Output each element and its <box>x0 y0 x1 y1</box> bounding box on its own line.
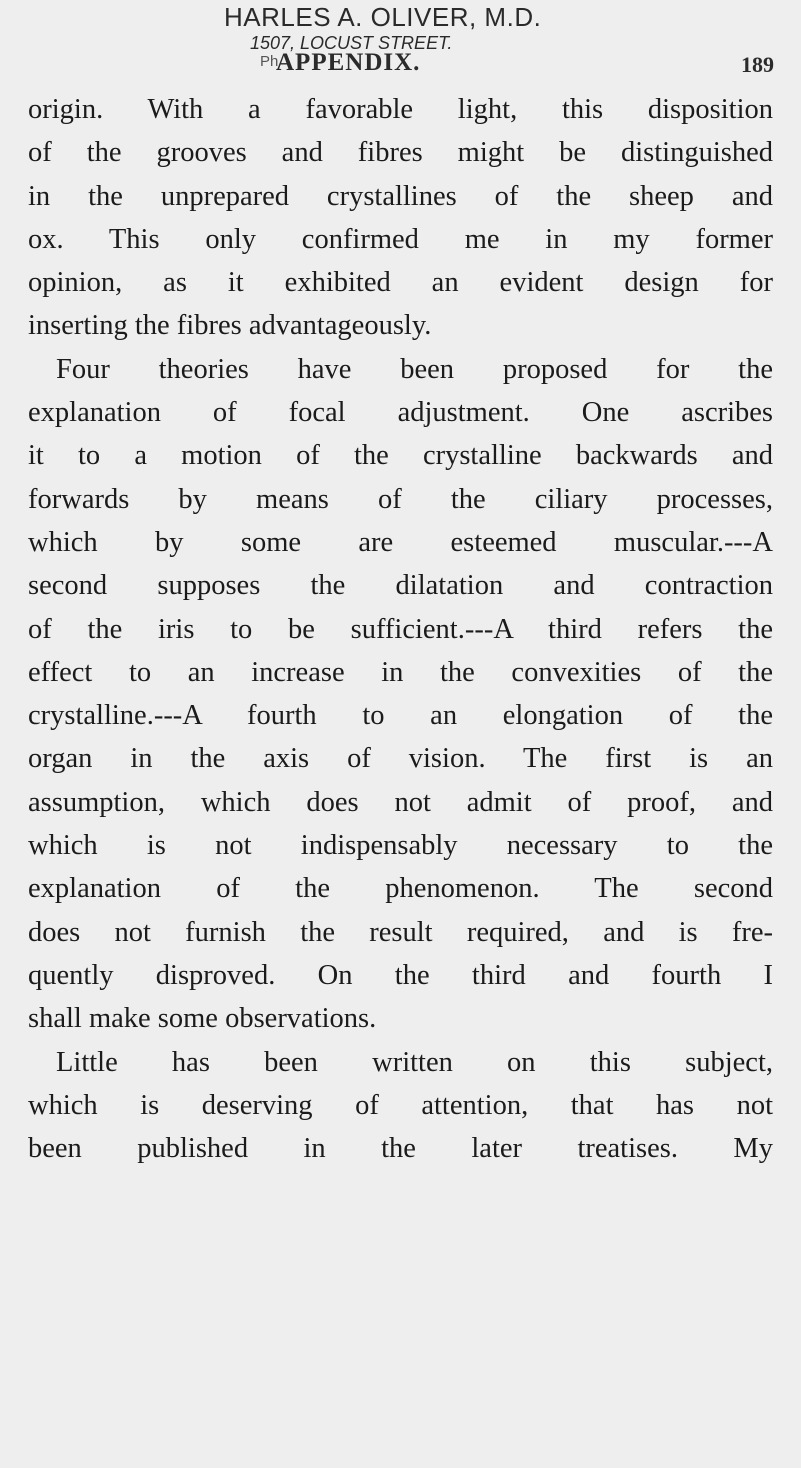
text-line: which is deserving of attention, that has not <box>28 1089 773 1121</box>
page-number: 189 <box>741 52 774 77</box>
text-line: forwards by means of the ciliary processes, <box>28 483 773 515</box>
text-line: assumption, which does not admit of proof, and <box>28 786 773 818</box>
stamp-city: Ph <box>260 53 279 70</box>
body-text <box>28 88 773 1170</box>
text-line: crystalline.---A fourth to an elongation of the <box>28 700 773 732</box>
running-head: APPENDIX. <box>276 49 421 76</box>
text-line: inserting the fibres advantageously. <box>28 310 432 342</box>
text-line: which by some are esteemed muscular.---A <box>28 526 773 558</box>
text-line: in the unprepared crystallines of the sheep and <box>28 180 773 212</box>
text-line: Four theories have been proposed for the <box>56 353 773 385</box>
text-line: explanation of the phenomenon. The second <box>28 873 773 905</box>
text-line: opinion, as it exhibited an evident design for <box>28 267 773 299</box>
text-line: explanation of focal adjustment. One ascribes <box>28 397 773 429</box>
stamp-name: HARLES A. OLIVER, M.D. <box>224 2 542 32</box>
text-line: does not furnish the result required, and is fre- <box>28 916 773 948</box>
text-line: shall make some observations. <box>28 1003 377 1035</box>
text-line: effect to an increase in the convexities of the <box>28 656 773 688</box>
text-line: quently disproved. On the third and fourth I <box>28 959 773 991</box>
text-line: been published in the later treatises. My <box>28 1133 773 1165</box>
text-line: Little has been written on this subject, <box>56 1046 773 1078</box>
text-line: origin. With a favorable light, this disposition <box>28 94 773 125</box>
text-line: organ in the axis of vision. The first is an <box>28 743 773 775</box>
text-line: it to a motion of the crystalline backwards and <box>28 440 773 472</box>
text-line: second supposes the dilatation and contraction <box>28 570 773 602</box>
text-line: of the grooves and fibres might be distinguished <box>28 137 773 169</box>
text-line: of the iris to be sufficient.---A third refers the <box>28 613 773 645</box>
text-line: which is not indispensably necessary to the <box>28 830 773 862</box>
text-line: ox. This only confirmed me in my former <box>28 223 773 255</box>
stamp-address: 1507, LOCUST STREET. <box>250 33 453 53</box>
